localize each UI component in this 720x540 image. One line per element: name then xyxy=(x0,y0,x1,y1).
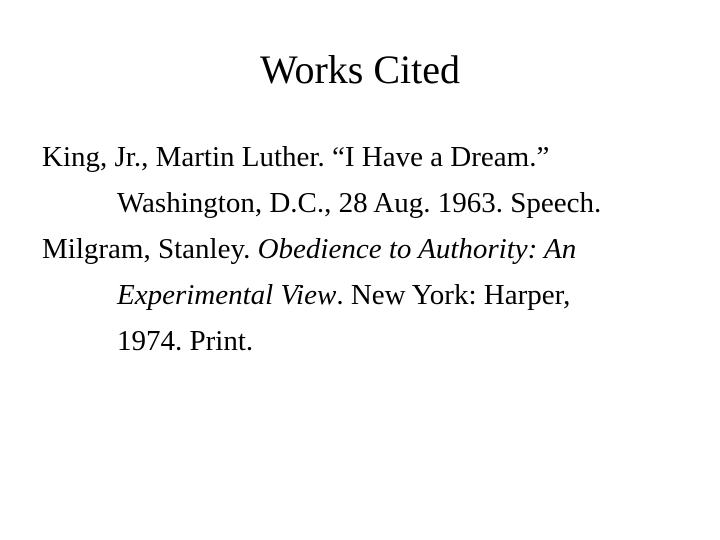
book-title-text: Obedience to Authority: An xyxy=(257,233,577,265)
citation-entry-king xyxy=(42,134,692,226)
works-cited-list xyxy=(42,134,692,364)
book-title-text: Experimental View xyxy=(117,279,337,311)
citation-line: Washington, D.C., 28 Aug. 1963. Speech. xyxy=(117,187,602,219)
citation-line xyxy=(42,272,692,318)
page-title: Works Cited xyxy=(259,47,461,92)
citation-line: King, Jr., Martin Luther. “I Have a Dream.” xyxy=(42,141,550,173)
author-text: Milgram, Stanley. xyxy=(42,233,258,265)
citation-line xyxy=(42,226,692,272)
citation-line: 1974. Print. xyxy=(117,325,254,357)
publisher-text: . New York: Harper, xyxy=(336,279,571,311)
citation-entry-milgram xyxy=(42,226,692,364)
